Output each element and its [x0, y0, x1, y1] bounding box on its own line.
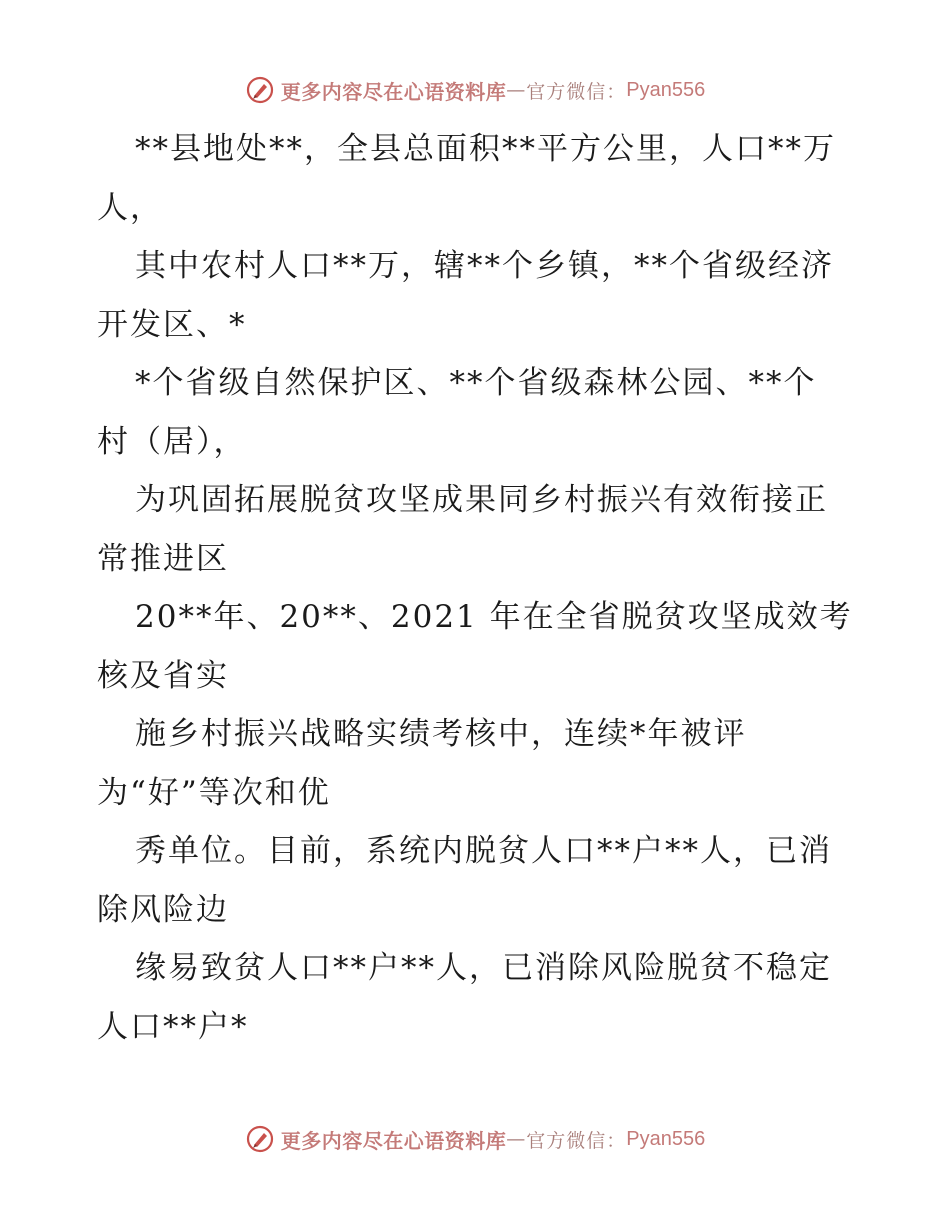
pen-logo-icon	[245, 1124, 275, 1154]
body-line: 人口**户*	[97, 1008, 249, 1045]
pen-logo-icon	[245, 75, 275, 105]
body-line: 为“好”等次和优	[97, 774, 331, 811]
header-wechat-id: Pyan556	[626, 78, 706, 101]
body-line: **县地处**，全县总面积**平方公里，人口**万	[135, 131, 836, 167]
body-line: 核及省实	[97, 657, 229, 694]
footer-ad-text: 更多内容尽在心语资料库	[280, 1128, 507, 1153]
body-line: *个省级自然保护区、**个省级森林公园、**个	[135, 365, 817, 401]
body-line: 人，	[97, 189, 163, 226]
header-wechat-label: 官方微信：	[526, 80, 627, 103]
footer-watermark	[0, 1119, 950, 1159]
header-dash: —	[506, 79, 527, 101]
header-ad-text: 更多内容尽在心语资料库	[280, 79, 507, 104]
body-line: 除风险边	[97, 891, 229, 928]
footer-dash: —	[506, 1128, 527, 1150]
body-line: 缘易致贫人口**户**人，已消除风险脱贫不稳定	[135, 950, 832, 986]
body-line: 开发区、*	[97, 306, 247, 343]
body-line: 20**年、20**、2021 年在全省脱贫攻坚成效考	[135, 599, 853, 635]
body-line: 为巩固拓展脱贫攻坚成果同乡村振兴有效衔接正	[135, 482, 828, 518]
footer-wechat-id: Pyan556	[626, 1127, 706, 1150]
body-line: 其中农村人口**万，辖**个乡镇，**个省级经济	[135, 248, 834, 284]
body-line: 施乡村振兴战略实绩考核中，连续*年被评	[135, 716, 747, 752]
body-line: 秀单位。目前，系统内脱贫人口**户**人，已消	[135, 833, 832, 869]
footer-wechat-label: 官方微信：	[526, 1129, 627, 1152]
header-watermark	[0, 70, 950, 110]
document-body	[97, 120, 857, 1056]
body-line: 常推进区	[97, 540, 229, 577]
body-line: 村（居），	[97, 423, 247, 460]
